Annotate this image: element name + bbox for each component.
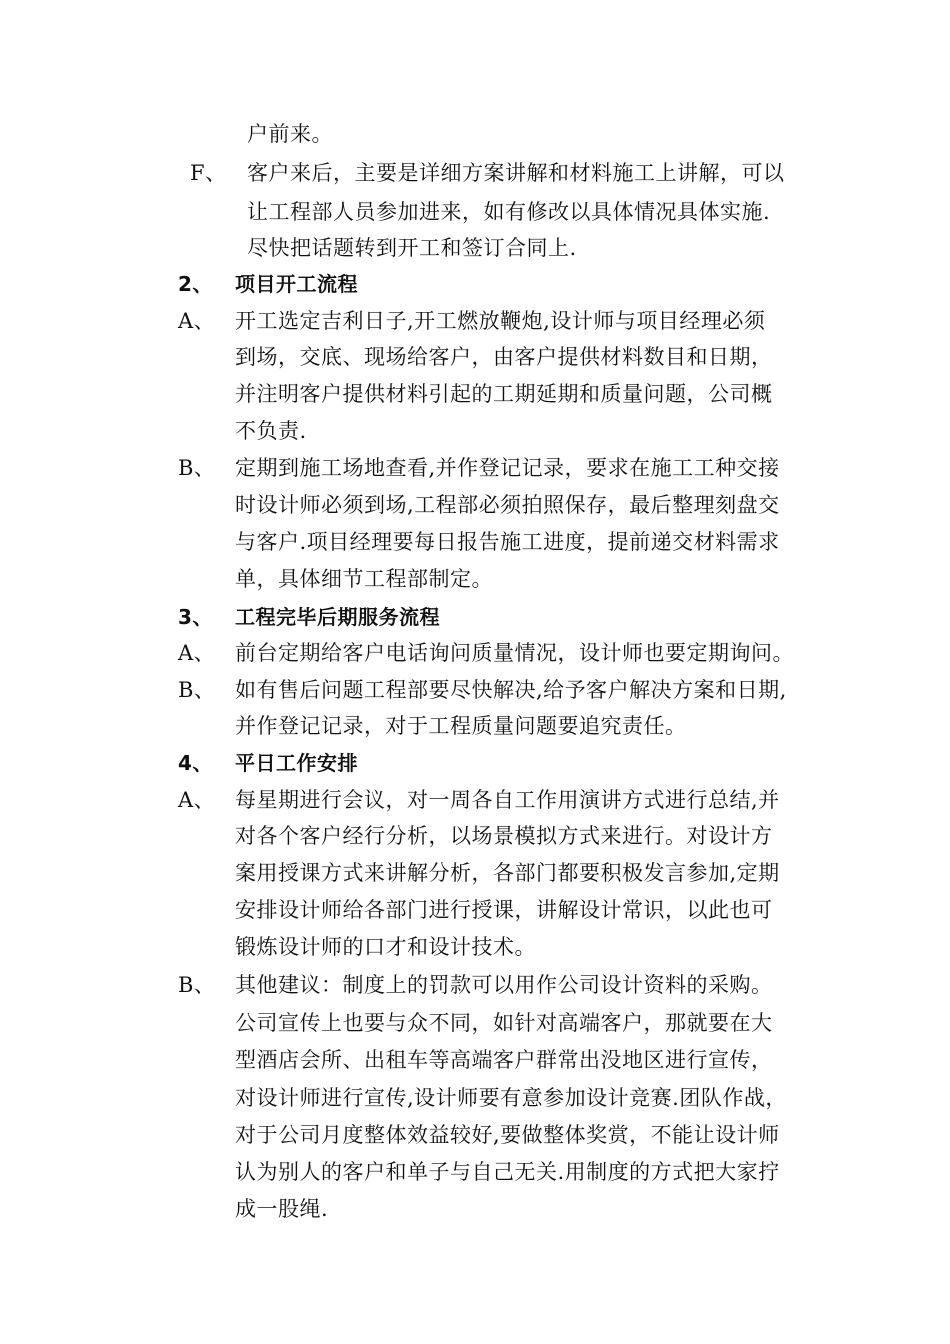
text-line: 锻炼设计师的口才和设计技术。 (235, 935, 536, 959)
item-marker: F、 (190, 161, 227, 185)
text-line: 并作登记记录，对于工程质量问题要追究责任。 (235, 714, 687, 738)
section-number: 2、 (178, 272, 213, 296)
text-line: 认为别人的客户和单子与自己无关.用制度的方式把大家拧 (235, 1160, 780, 1184)
section-heading: 项目开工流程 (235, 272, 358, 296)
text-line: 不负责. (235, 419, 307, 443)
text-line: 定期到施工场地查看,并作登记记录，要求在施工工种交接 (235, 456, 780, 480)
text-line: 案用授课方式来讲解分析，各部门都要积极发言参加,定期 (235, 861, 780, 885)
text-line: 户前来。 (247, 122, 333, 146)
item-marker: B、 (178, 973, 216, 997)
text-line: 成一股绳. (235, 1197, 329, 1221)
text-line: 型酒店会所、出租车等高端客户群常出没地区进行宣传， (235, 1048, 773, 1072)
text-line: 到场，交底、现场给客户，由客户提供材料数目和日期， (235, 345, 773, 369)
text-line: 开工选定吉利日子,开工燃放鞭炮,设计师与项目经理必须 (235, 309, 766, 333)
item-marker: A、 (178, 309, 216, 333)
text-line: 与客户.项目经理要每日报告施工进度，提前递交材料需求 (235, 530, 780, 554)
text-line: 安排设计师给各部门进行授课，讲解设计常识，以此也可 (235, 898, 773, 922)
text-line: 每星期进行会议，对一周各自工作用演讲方式进行总结,并 (235, 788, 780, 812)
item-marker: B、 (178, 456, 216, 480)
section-number: 3、 (178, 605, 213, 629)
text-line: 单，具体细节工程部制定。 (235, 567, 493, 591)
text-line: 时设计师必须到场,工程部必须拍照保存，最后整理刻盘交 (235, 493, 780, 517)
text-line: 公司宣传上也要与众不同，如针对高端客户，那就要在大 (235, 1011, 773, 1035)
text-line: 对各个客户经行分析，以场景模拟方式来进行。对设计方 (235, 824, 773, 848)
text-line: 如有售后问题工程部要尽快解决,给予客户解决方案和日期, (235, 678, 787, 702)
section-heading: 工程完毕后期服务流程 (235, 605, 440, 629)
text-line: 客户来后，主要是详细方案讲解和材料施工上讲解，可以 (247, 161, 785, 185)
text-line: 对于公司月度整体效益较好,要做整体奖赏，不能让设计师 (235, 1123, 780, 1147)
text-line: 让工程部人员参加进来，如有修改以具体情况具体实施. (247, 200, 771, 224)
text-line: 对设计师进行宣传,设计师要有意参加设计竞赛.团队作战， (235, 1086, 787, 1110)
text-line: 并注明客户提供材料引起的工期延期和质量问题，公司概 (235, 382, 773, 406)
section-heading: 平日工作安排 (235, 751, 358, 775)
section-number: 4、 (178, 751, 213, 775)
text-line: 尽快把话题转到开工和签订合同上. (247, 236, 577, 260)
text-line: 前台定期给客户电话询问质量情况，设计师也要定期询问。 (235, 641, 794, 665)
item-marker: A、 (178, 788, 216, 812)
item-marker: B、 (178, 678, 216, 702)
item-marker: A、 (178, 641, 216, 665)
text-line: 其他建议：制度上的罚款可以用作公司设计资料的采购。 (235, 973, 773, 997)
